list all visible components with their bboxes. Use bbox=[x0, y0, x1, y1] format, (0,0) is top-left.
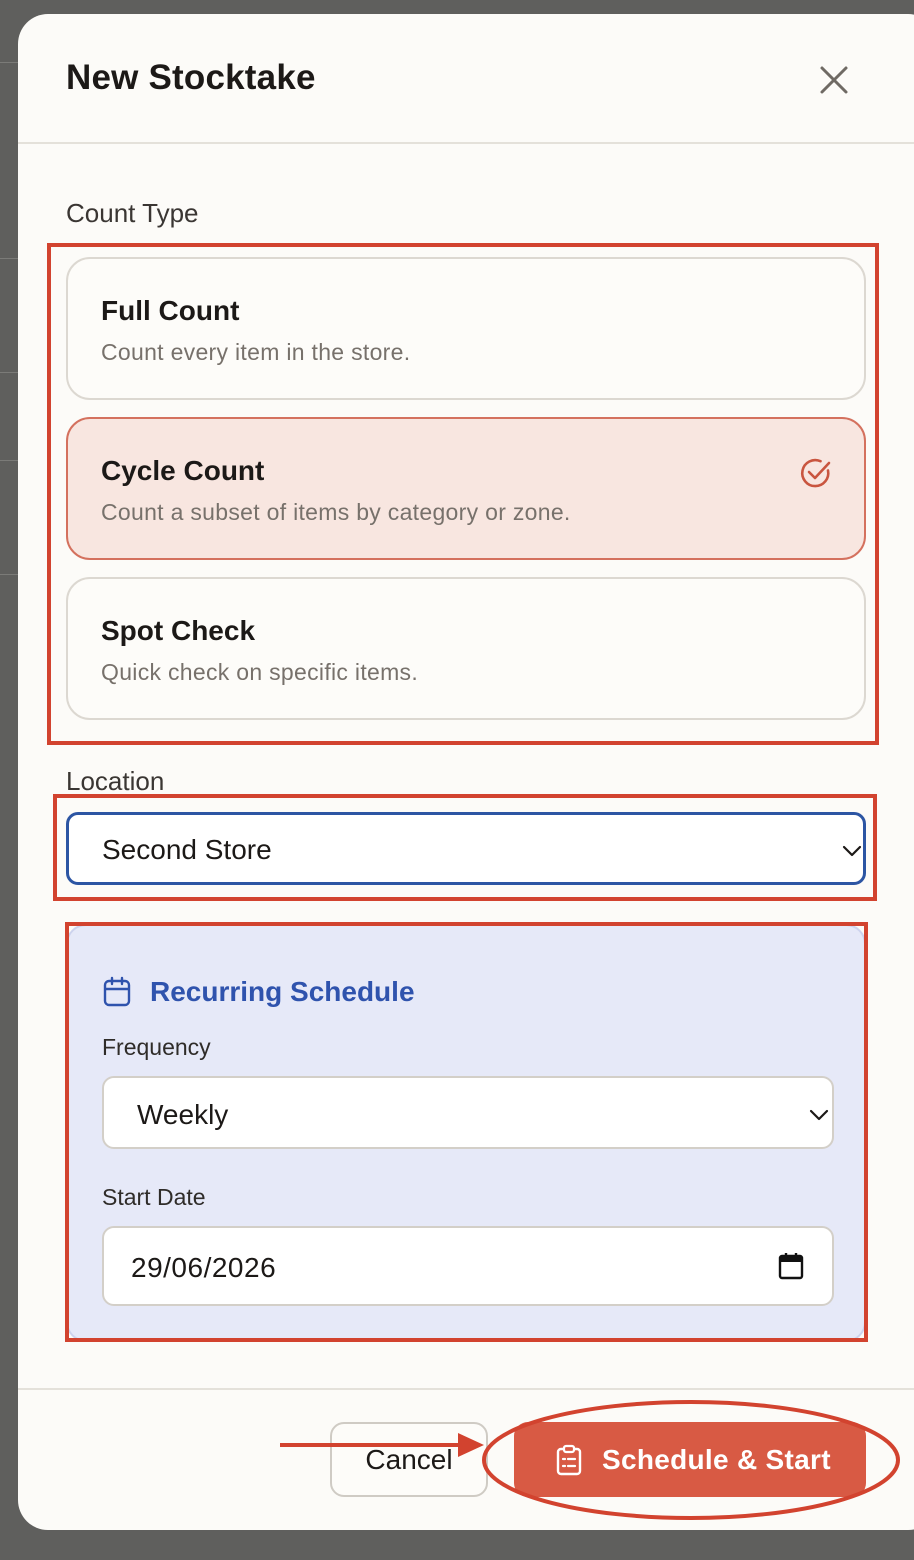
calendar-icon bbox=[102, 976, 132, 1008]
location-value: Second Store bbox=[102, 834, 272, 865]
close-button[interactable] bbox=[814, 60, 854, 100]
chevron-down-icon bbox=[841, 844, 863, 858]
backdrop-divider bbox=[0, 62, 18, 63]
recurring-schedule-title: Recurring Schedule bbox=[150, 976, 415, 1007]
option-description: Count every item in the store. bbox=[101, 339, 411, 365]
frequency-value: Weekly bbox=[137, 1099, 229, 1130]
backdrop-divider bbox=[0, 460, 18, 461]
schedule-and-start-button[interactable] bbox=[514, 1422, 866, 1497]
count-option-full-count[interactable] bbox=[66, 257, 866, 400]
start-date-value: 29/06/2026 bbox=[131, 1252, 277, 1283]
backdrop-divider bbox=[0, 258, 18, 259]
location-label: Location bbox=[66, 766, 165, 796]
option-description: Quick check on specific items. bbox=[101, 659, 419, 685]
check-circle-icon bbox=[798, 455, 834, 491]
chevron-down-icon bbox=[808, 1108, 830, 1122]
location-select[interactable] bbox=[66, 812, 866, 885]
cancel-button[interactable]: Cancel bbox=[330, 1422, 488, 1497]
dialog-header bbox=[18, 14, 914, 144]
backdrop-divider bbox=[0, 574, 18, 575]
frequency-label: Frequency bbox=[102, 1034, 211, 1060]
count-option-spot-check[interactable] bbox=[66, 577, 866, 720]
frequency-select[interactable] bbox=[102, 1076, 834, 1149]
dialog-title: New Stocktake bbox=[66, 58, 316, 97]
date-picker-icon[interactable] bbox=[778, 1252, 804, 1280]
start-date-label: Start Date bbox=[102, 1184, 206, 1210]
count-option-cycle-count[interactable] bbox=[66, 417, 866, 560]
clipboard-icon bbox=[556, 1444, 582, 1476]
recurring-schedule-panel bbox=[66, 924, 866, 1342]
new-stocktake-dialog bbox=[18, 14, 914, 1530]
backdrop-divider bbox=[0, 372, 18, 373]
start-date-input[interactable] bbox=[102, 1226, 834, 1306]
option-title: Cycle Count bbox=[101, 455, 265, 486]
primary-button-label: Schedule & Start bbox=[602, 1444, 831, 1475]
option-description: Count a subset of items by category or zone. bbox=[101, 499, 571, 525]
option-title: Full Count bbox=[101, 295, 240, 326]
close-icon bbox=[814, 60, 854, 100]
count-type-label: Count Type bbox=[66, 198, 199, 228]
footer-divider bbox=[18, 1388, 914, 1390]
option-title: Spot Check bbox=[101, 615, 256, 646]
